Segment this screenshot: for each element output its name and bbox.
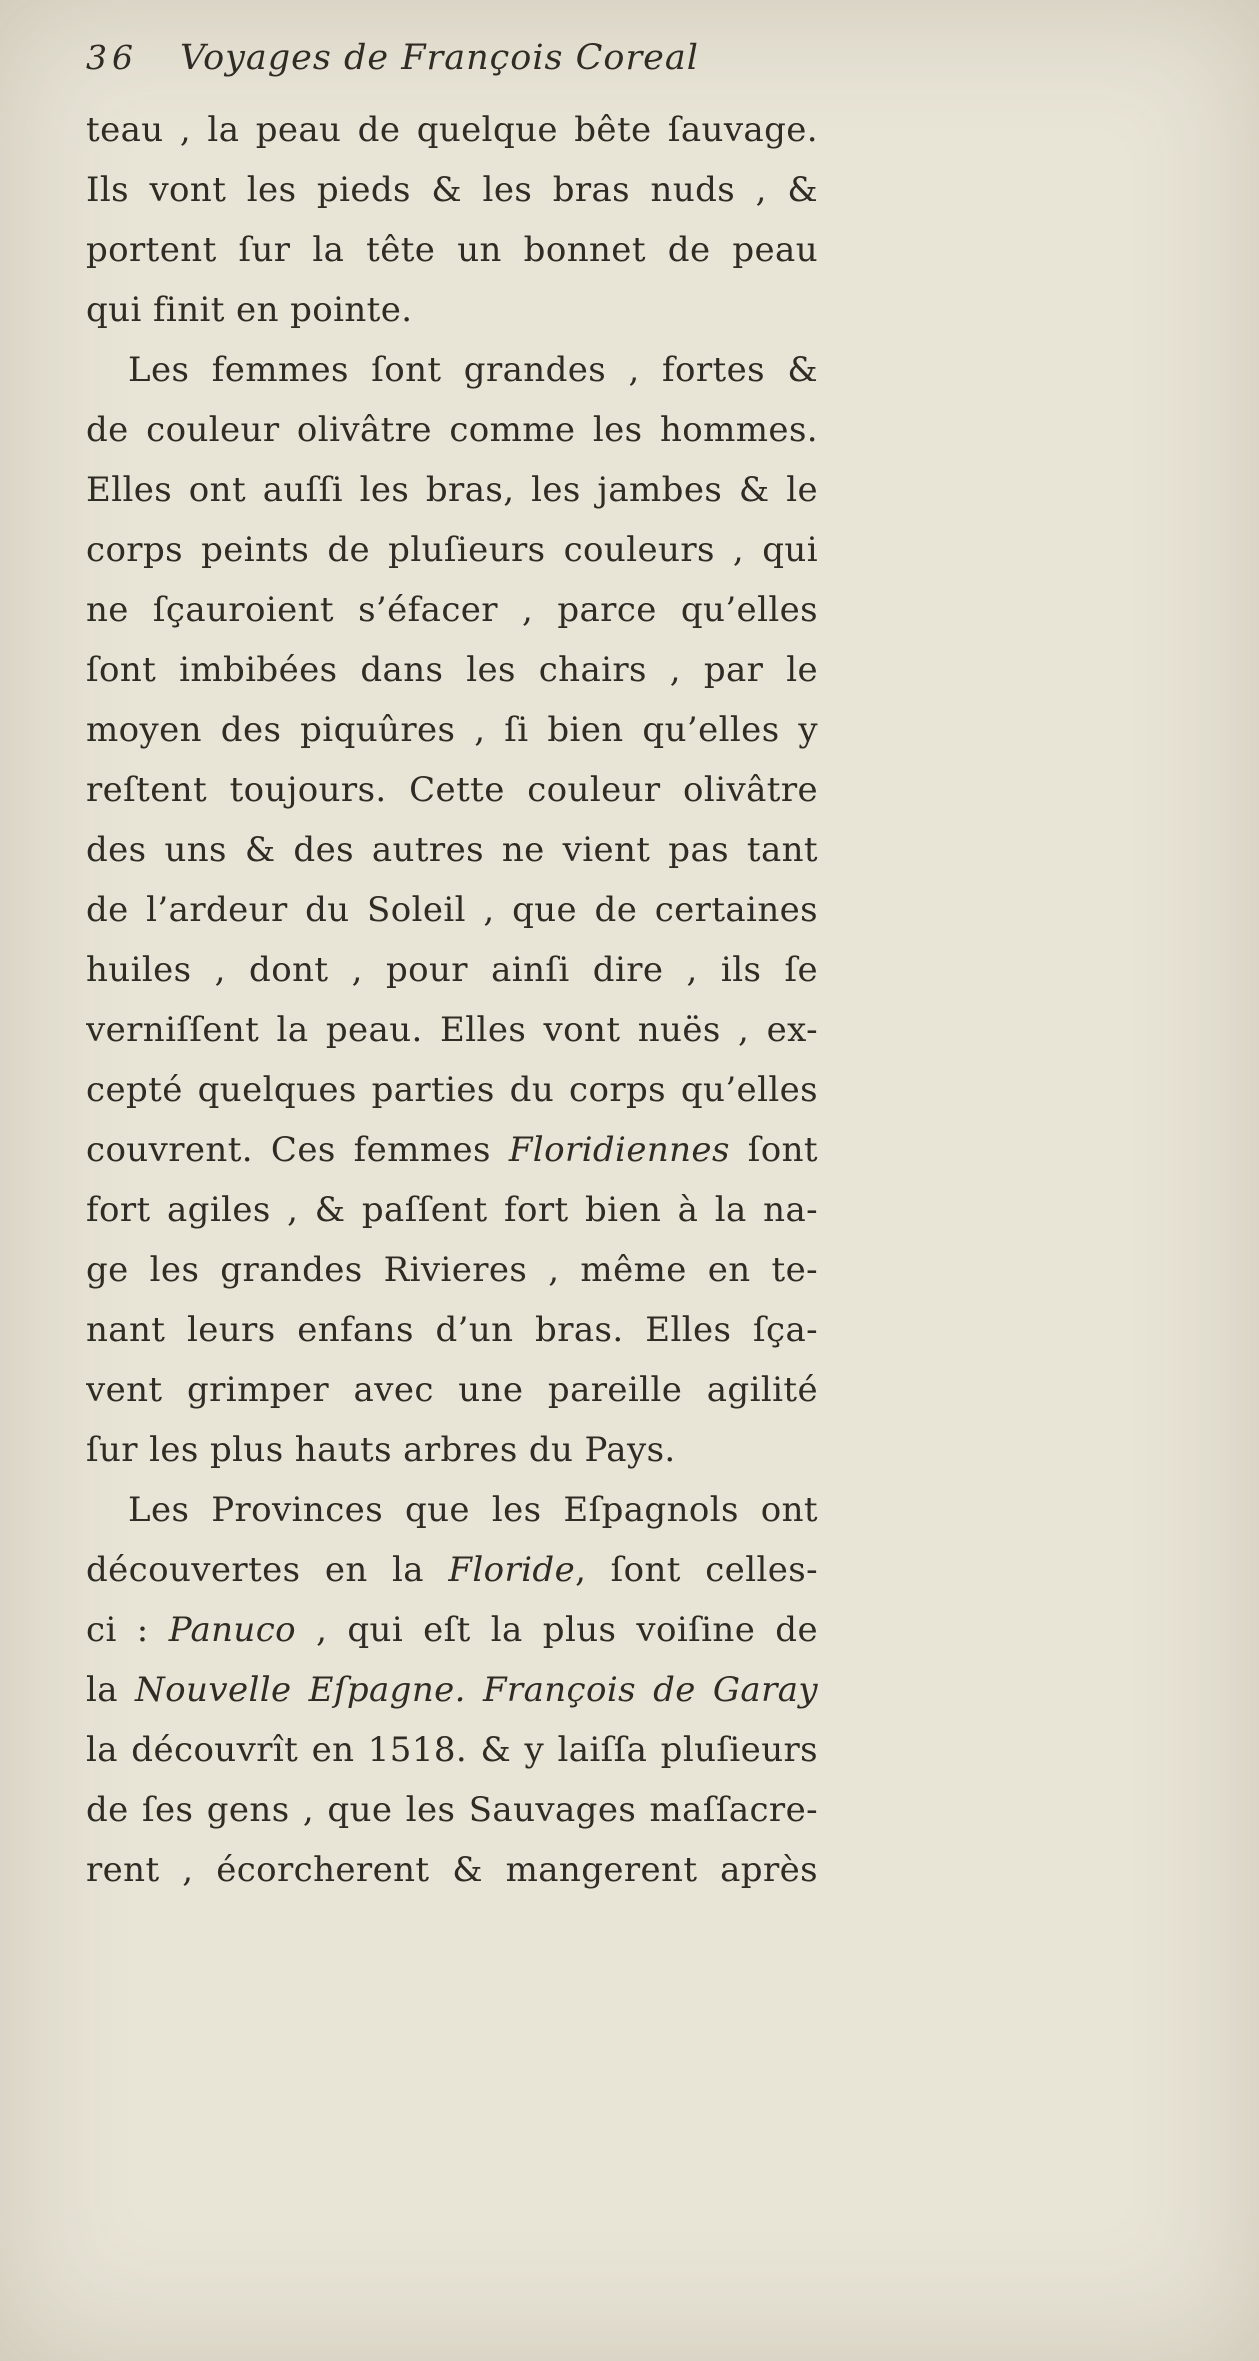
paragraph (86, 340, 818, 1480)
text-line (86, 100, 818, 160)
text-line (86, 1600, 818, 1660)
page-content (86, 38, 818, 1900)
text-line (86, 460, 818, 520)
text-line (86, 760, 818, 820)
italic-text-run: Panuco (168, 1610, 297, 1650)
text-run: ne ſçauroient s’éfacer , parce qu’elles (86, 590, 818, 630)
text-run: verniſſent la peau. Elles vont nuës , ex- (86, 1010, 818, 1050)
text-run: couvrent. Ces femmes (86, 1130, 509, 1170)
text-run: rent , écorcherent & mangerent après (86, 1850, 818, 1890)
text-run: teau , la peau de quelque bête ſauvage. (86, 110, 818, 150)
text-line (86, 940, 818, 1000)
text-line (86, 820, 818, 880)
text-line (86, 400, 818, 460)
page-header (86, 38, 818, 96)
text-run: reſtent toujours. Cette couleur olivâtre (86, 770, 818, 810)
text-run: fort agiles , & paſſent fort bien à la na- (86, 1190, 818, 1230)
text-block (86, 100, 818, 1900)
page-number: 36 (86, 38, 138, 77)
italic-text-run: Nouvelle Eſpagne. François de Garay (135, 1670, 818, 1710)
text-line (86, 1720, 818, 1780)
text-run: de couleur olivâtre comme les hommes. (86, 410, 818, 450)
text-run: vent grimper avec une pareille agilité (86, 1370, 818, 1410)
text-line (86, 1420, 818, 1480)
text-run: Les femmes ſont grandes , fortes & (128, 350, 818, 390)
text-line (86, 1120, 818, 1180)
text-run: nant leurs enfans d’un bras. Elles ſça- (86, 1310, 818, 1350)
text-run: , ſont celles- (575, 1550, 818, 1590)
text-line (86, 1060, 818, 1120)
text-run: ge les grandes Rivieres , même en te- (86, 1250, 818, 1290)
text-line (86, 640, 818, 700)
text-line (86, 1780, 818, 1840)
text-run: portent ſur la tête un bonnet de peau (86, 230, 818, 270)
text-run: cepté quelques parties du corps qu’elles (86, 1070, 818, 1110)
text-run: moyen des piquûres , ſi bien qu’elles y (86, 710, 818, 750)
text-line (86, 580, 818, 640)
text-line (86, 1180, 818, 1240)
text-line (86, 340, 818, 400)
italic-text-run: Floride (448, 1550, 576, 1590)
text-line (86, 880, 818, 940)
text-line (86, 1480, 818, 1540)
text-line (86, 1360, 818, 1420)
text-run: la (86, 1670, 136, 1710)
text-line (86, 1540, 818, 1600)
text-run: corps peints de pluſieurs couleurs , qui (86, 530, 818, 570)
italic-text-run: Floridiennes (508, 1130, 730, 1170)
text-run: la découvrît en 1518. & y laiſſa pluſieurs (86, 1730, 818, 1770)
text-run: Elles ont auſſi les bras, les jambes & le (86, 470, 818, 510)
text-line (86, 1660, 818, 1720)
text-run: de ſes gens , que les Sauvages maſſacre- (86, 1790, 818, 1830)
text-run: huiles , dont , pour ainſi dire , ils ſe (86, 950, 818, 990)
text-line (86, 1300, 818, 1360)
text-run: , qui eſt la plus voiſine de (296, 1610, 818, 1650)
paragraph (86, 100, 818, 340)
text-line (86, 700, 818, 760)
text-line (86, 1240, 818, 1300)
text-run: des uns & des autres ne vient pas tant (86, 830, 818, 870)
text-run: de l’ardeur du Soleil , que de certaines (86, 890, 818, 930)
text-run: découvertes en la (86, 1550, 449, 1590)
text-line (86, 280, 818, 340)
running-title: Voyages de François Coreal (180, 38, 699, 78)
text-run: ſur les plus hauts arbres du Pays. (86, 1430, 676, 1470)
text-run: Les Provinces que les Eſpagnols ont (128, 1490, 818, 1530)
text-run: ſont (729, 1130, 818, 1170)
text-line (86, 160, 818, 220)
paragraph (86, 1480, 818, 1900)
text-run: qui finit en pointe. (86, 290, 413, 330)
text-line (86, 1840, 818, 1900)
text-run: ſont imbibées dans les chairs , par le (86, 650, 818, 690)
text-line (86, 220, 818, 280)
text-run: Ils vont les pieds & les bras nuds , & (86, 170, 818, 210)
text-run: ci : (86, 1610, 169, 1650)
text-line (86, 1000, 818, 1060)
text-line (86, 520, 818, 580)
